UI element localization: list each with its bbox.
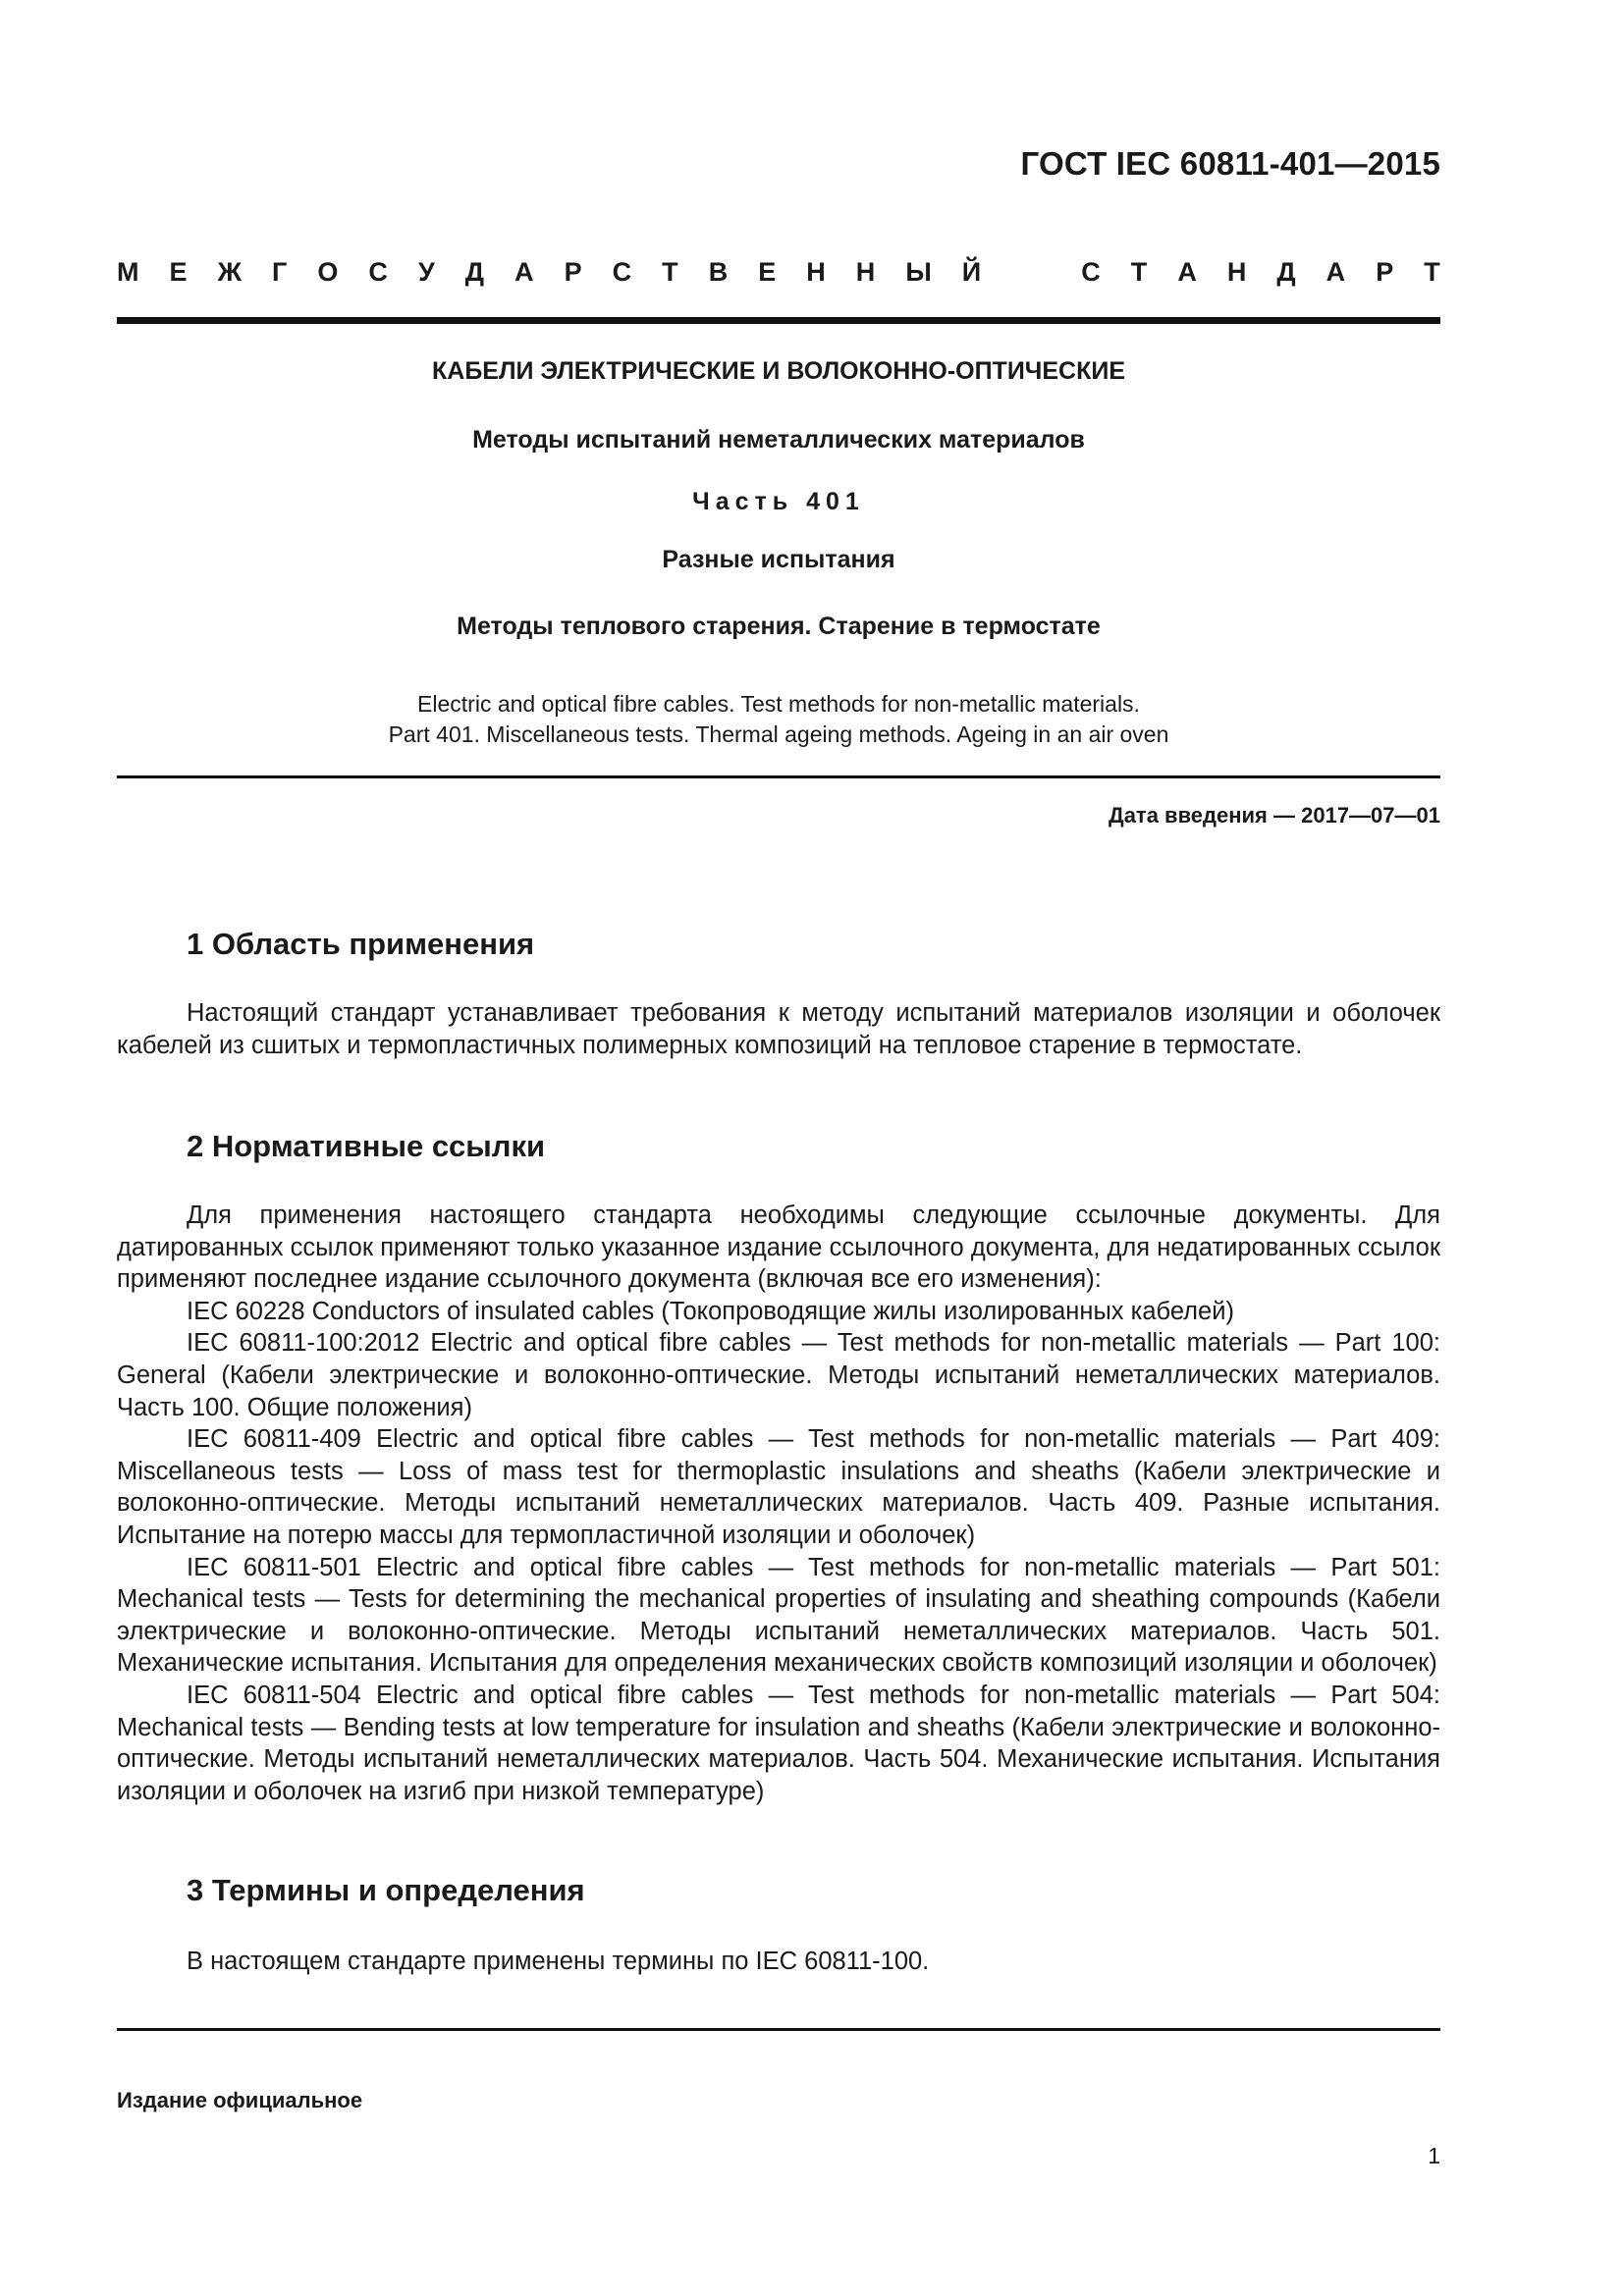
banner-letter: Н	[1226, 257, 1247, 287]
banner-letter: Г	[272, 257, 288, 287]
title-divider	[117, 775, 1440, 778]
section-heading-references: 2 Нормативные ссылки	[187, 1129, 546, 1163]
banner-letter: С	[612, 257, 632, 287]
section-body-scope	[117, 997, 1440, 1061]
official-edition-label: Издание официальное	[117, 2088, 363, 2112]
banner-letter: С	[368, 257, 388, 287]
document-subtitle-misc: Разные испытания	[662, 546, 895, 573]
banner-letter: Р	[1376, 257, 1394, 287]
banner-letter: Т	[1130, 257, 1148, 287]
paragraph: В настоящем стандарте применены термины по IEC 60811-100.	[187, 1948, 930, 1975]
banner-letter: А	[514, 257, 534, 287]
banner-letter: Д	[464, 257, 485, 287]
banner-letter: Т	[662, 257, 678, 287]
banner-letter: С	[1081, 257, 1101, 287]
banner-letter: А	[1177, 257, 1197, 287]
banner-letter: О	[317, 257, 339, 287]
banner-letter: Т	[1424, 257, 1440, 287]
section-heading-scope: 1 Область применения	[187, 927, 535, 961]
english-title-line-1: Electric and optical fibre cables. Test methods for non-metallic materials.	[417, 691, 1140, 717]
banner-letter: Е	[758, 257, 777, 287]
introduction-date: Дата введения — 2017—07—01	[1109, 803, 1440, 828]
page-number: 1	[1428, 2143, 1440, 2168]
reference-item: IEC 60811-501 Electric and optical fibre cables — Test methods for non-metallic materials — Part 501: Mechanical tests — Tests for determining the mechanical properties of insulating and sheathing compounds (Кабели электрические и волоконно-оптические. Методы испытаний неметаллических материалов. Часть 501. Механические испытания. Испытания для определения механических свойств композиций изоляции и оболочек)	[117, 1553, 1440, 1678]
banner-letter: М	[117, 257, 139, 287]
banner-word-gap	[1011, 257, 1051, 288]
document-part-number: Часть 401	[692, 488, 865, 515]
section-body-terms	[117, 1946, 1440, 1978]
banner-letter: У	[417, 257, 435, 287]
paragraph: Настоящий стандарт устанавливает требования к методу испытаний материалов изоляции и оболочек кабелей из сшитых и термопластичных полимерных композиций на тепловое старение в термостате.	[117, 999, 1440, 1059]
banner-letter: Д	[1276, 257, 1296, 287]
banner-letter: Ж	[217, 257, 242, 287]
banner-letter: Ы	[905, 257, 932, 287]
reference-item: IEC 60811-504 Electric and optical fibre cables — Test methods for non-metallic materials — Part 504: Mechanical tests — Bending tests at low temperature for insulation and sheaths (Кабели электрические и волоконно-оптические. Методы испытаний неметаллических материалов. Часть 504. Механические испытания. Испытания изоляции и оболочек на изгиб при низкой температуре)	[117, 1681, 1440, 1805]
banner-letter: Е	[169, 257, 188, 287]
banner-letter: А	[1325, 257, 1346, 287]
reference-item: IEC 60228 Conductors of insulated cables (Токопроводящие жилы изолированных кабелей)	[187, 1297, 1234, 1325]
footer-divider	[117, 2028, 1440, 2031]
standard-designation: ГОСТ IEC 60811-401—2015	[1020, 145, 1440, 182]
reference-item: IEC 60811-100:2012 Electric and optical fibre cables — Test methods for non-metallic materials — Part 100: General (Кабели электрические и волоконно-оптические. Методы испытаний неметаллических материалов. Часть 100. Общие положения)	[117, 1329, 1440, 1421]
section-body-references	[117, 1200, 1440, 1807]
banner-letter: Н	[855, 257, 876, 287]
document-subtitle-methods: Методы испытаний неметаллических материалов	[472, 426, 1085, 454]
english-title-line-2: Part 401. Miscellaneous tests. Thermal ageing methods. Ageing in an air oven	[388, 721, 1169, 747]
document-subtitle-thermal: Методы теплового старения. Старение в термостате	[457, 613, 1101, 640]
interstate-standard-banner	[117, 257, 1440, 288]
banner-letter: Й	[961, 257, 982, 287]
header-divider-thick	[117, 317, 1440, 324]
banner-letter: В	[708, 257, 729, 287]
document-main-title: КАБЕЛИ ЭЛЕКТРИЧЕСКИЕ И ВОЛОКОННО-ОПТИЧЕСКИЕ	[432, 357, 1125, 385]
section-heading-terms: 3 Термины и определения	[187, 1873, 585, 1907]
banner-letter: Р	[564, 257, 582, 287]
paragraph: Для применения настоящего стандарта необходимы следующие ссылочные документы. Для датированных ссылок применяют только указанное издание ссылочного документа, для недатированных ссылок применяют последнее издание ссылочного документа (включая все его изменения):	[117, 1201, 1440, 1294]
banner-letter: Н	[806, 257, 826, 287]
reference-item: IEC 60811-409 Electric and optical fibre cables — Test methods for non-metallic materials — Part 409: Miscellaneous tests — Loss of mass test for thermoplastic insulations and sheaths (Кабели электрические и волоконно-оптические. Методы испытаний неметаллических материалов. Часть 409. Разные испытания. Испытание на потерю массы для термопластичной изоляции и оболочек)	[117, 1425, 1440, 1549]
